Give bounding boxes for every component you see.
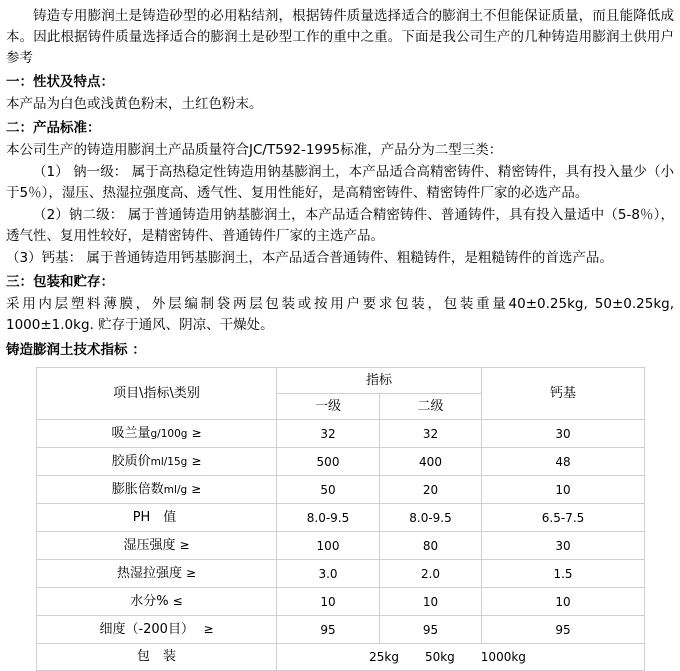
row-label-main: 胶质价 bbox=[111, 454, 151, 469]
cell-value: 6.5-7.5 bbox=[482, 504, 645, 532]
packaging-value: 1000kg bbox=[480, 650, 526, 664]
cell-value: 8.0-9.5 bbox=[277, 504, 380, 532]
header-grade-1: 一级 bbox=[277, 394, 380, 420]
technical-spec-table bbox=[36, 367, 645, 671]
row-label-main: PH 值 bbox=[132, 510, 177, 525]
table-title: 铸造膨润土技术指标 ： bbox=[6, 342, 146, 358]
table-row-packaging bbox=[37, 644, 645, 671]
table-row bbox=[37, 560, 645, 588]
header-group-indicator: 指标 bbox=[277, 368, 482, 394]
row-label-main: 膨胀倍数 bbox=[111, 482, 164, 497]
row-label bbox=[37, 476, 277, 504]
table-row bbox=[37, 588, 645, 616]
cell-value: 30 bbox=[482, 420, 645, 448]
cell-value: 10 bbox=[380, 588, 482, 616]
row-label-comparator: ≥ bbox=[191, 426, 202, 440]
row-label-main: 细度（-200目） bbox=[99, 622, 188, 637]
row-label bbox=[37, 532, 277, 560]
packaging-values bbox=[277, 644, 645, 671]
cell-value: 2.0 bbox=[380, 560, 482, 588]
cell-value: 10 bbox=[277, 588, 380, 616]
cell-value: 32 bbox=[277, 420, 380, 448]
section-body-2: 本公司生产的铸造用膨润土产品质量符合JC/T592-1995标准，产品分为二型三类： bbox=[6, 142, 503, 158]
row-label-comparator: ≥ bbox=[191, 454, 202, 468]
table-row bbox=[37, 476, 645, 504]
section-heading-1: 一：性状及特点： bbox=[6, 74, 114, 90]
row-label-packaging: 包 装 bbox=[37, 644, 277, 671]
row-label-comparator: ≤ bbox=[172, 594, 183, 608]
cell-value: 8.0-9.5 bbox=[380, 504, 482, 532]
row-label bbox=[37, 560, 277, 588]
product-grade-item-1: （1） 钠一级： 属于高热稳定性铸造用钠基膨润土，本产品适合高精密铸件、精密铸件，具有投入量少（小于5％），湿压、热湿拉强度高、透气性、复用性能好，是高精密铸件、精密铸件厂家的必选产品。 bbox=[6, 164, 674, 201]
cell-value: 95 bbox=[380, 616, 482, 644]
table-row bbox=[37, 448, 645, 476]
row-label-unit: ml/g bbox=[163, 484, 188, 496]
row-label-main: 吸兰量 bbox=[111, 426, 151, 441]
cell-value: 48 bbox=[482, 448, 645, 476]
cell-value: 10 bbox=[482, 588, 645, 616]
product-grade-item-2: （2）钠二级： 属于普通铸造用钠基膨润土，本产品适合精密铸件、普通铸件，具有投入量适中（5-8％），透气性、复用性较好，是精密铸件、普通铸件厂家的主选产品。 bbox=[6, 207, 674, 244]
table-header-row-1 bbox=[37, 368, 645, 394]
row-label bbox=[37, 588, 277, 616]
row-label bbox=[37, 420, 277, 448]
cell-value: 95 bbox=[482, 616, 645, 644]
row-label-unit: g/100g bbox=[150, 428, 188, 440]
cell-value: 32 bbox=[380, 420, 482, 448]
cell-value: 50 bbox=[277, 476, 380, 504]
section-body-3: 采用内层塑料薄膜，外层编制袋两层包装或按用户要求包装，包装重量40±0.25kg, 50±0.25kg, 1000±1.0kg. 贮存于通风、阴凉、干燥处。 bbox=[6, 296, 674, 333]
header-calcium-col: 钙基 bbox=[482, 368, 645, 420]
packaging-value: 50kg bbox=[424, 650, 455, 664]
row-label-comparator: ≥ bbox=[185, 566, 197, 580]
table-row bbox=[37, 504, 645, 532]
header-item-col: 项目\指标\类别 bbox=[37, 368, 277, 420]
row-label bbox=[37, 448, 277, 476]
row-label-comparator: ≥ bbox=[191, 622, 214, 636]
section-heading-3: 三：包装和贮存： bbox=[6, 274, 114, 290]
row-label-main: 湿压强度 bbox=[123, 538, 176, 553]
cell-value: 30 bbox=[482, 532, 645, 560]
intro-paragraph: 铸造专用膨润土是铸造砂型的必用粘结剂，根据铸件质量选择适合的膨润土不但能保证质量，而且能降低成本。因此根据铸件质量选择适合的膨润土是砂型工作的重中之重。下面是我公司生产的几种铸造用膨润土供用户参考 bbox=[6, 8, 674, 66]
cell-value: 400 bbox=[380, 448, 482, 476]
cell-value: 10 bbox=[482, 476, 645, 504]
cell-value: 500 bbox=[277, 448, 380, 476]
row-label bbox=[37, 504, 277, 532]
row-label-unit: ml/15g bbox=[150, 456, 188, 468]
cell-value: 100 bbox=[277, 532, 380, 560]
product-grade-item-3: （3）钙基： 属于普通铸造用钙基膨润土，本产品适合普通铸件、粗糙铸件，是粗糙铸件的首选产品。 bbox=[6, 250, 613, 266]
section-body-1: 本产品为白色或浅黄色粉末，土红色粉末。 bbox=[6, 96, 263, 112]
row-label-comparator bbox=[176, 510, 180, 524]
row-label-comparator: ≥ bbox=[191, 482, 202, 496]
row-label-main: 水分% bbox=[130, 594, 169, 609]
section-heading-2: 二：产品标准： bbox=[6, 120, 101, 136]
row-label-main: 热湿拉强度 bbox=[116, 566, 182, 581]
cell-value: 20 bbox=[380, 476, 482, 504]
cell-value: 1.5 bbox=[482, 560, 645, 588]
row-label-comparator: ≥ bbox=[179, 538, 190, 552]
cell-value: 95 bbox=[277, 616, 380, 644]
table-row bbox=[37, 532, 645, 560]
cell-value: 80 bbox=[380, 532, 482, 560]
header-grade-2: 二级 bbox=[380, 394, 482, 420]
table-row bbox=[37, 420, 645, 448]
cell-value: 3.0 bbox=[277, 560, 380, 588]
packaging-value: 25kg bbox=[369, 650, 399, 664]
